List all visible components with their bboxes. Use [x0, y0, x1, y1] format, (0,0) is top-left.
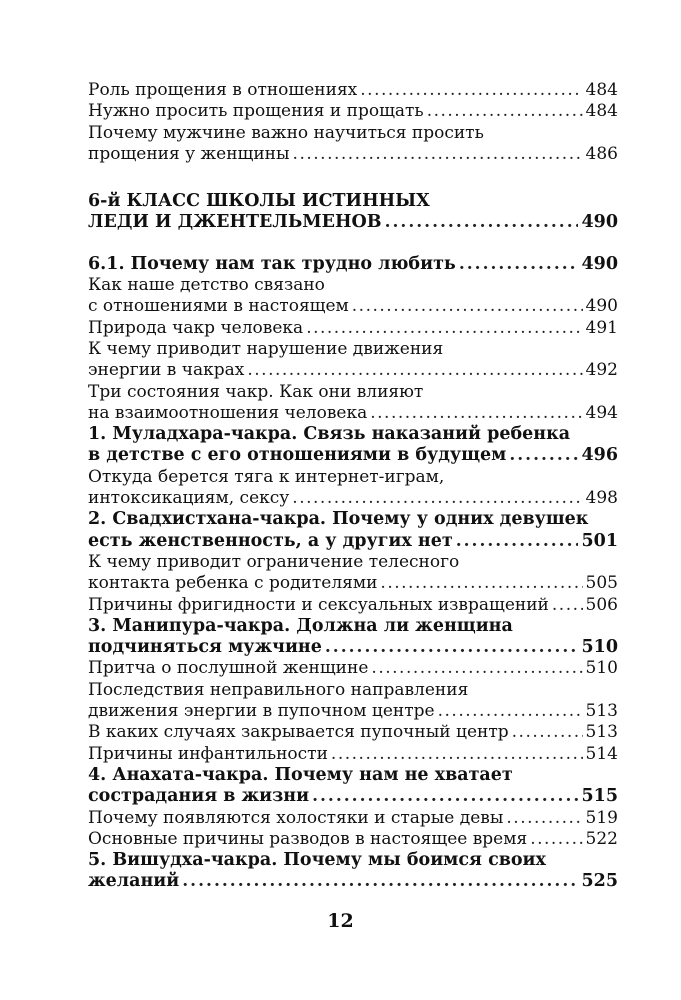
- toc-entry-title: движения энергии в пупочном центре: [88, 701, 435, 722]
- toc-page-number: 519: [585, 807, 618, 828]
- toc-heading: [88, 765, 618, 808]
- dot-leader: [325, 637, 579, 658]
- dot-leader: [509, 445, 578, 466]
- toc-entry-title: есть женственность, а у других нет: [88, 530, 453, 551]
- toc-entry-title: 6.1. Почему нам так трудно любить: [88, 253, 456, 274]
- toc-line: [88, 637, 618, 658]
- toc-entry: [88, 744, 618, 765]
- dot-leader: [360, 80, 582, 101]
- dot-leader: [552, 595, 583, 616]
- toc-entry: [88, 552, 618, 595]
- toc-page-number: 491: [585, 317, 618, 338]
- toc-entry-title: 5. Вишудха-чакра. Почему мы боимся своих: [88, 850, 546, 871]
- toc-page-number: 484: [585, 80, 618, 100]
- toc-line: [88, 573, 618, 594]
- toc-entry-title: Нужно просить прощения и прощать: [88, 101, 424, 122]
- toc-line: [88, 509, 618, 530]
- toc-entry-title: 2. Свадхистхана-чакра. Почему у одних девушек: [88, 509, 589, 530]
- toc-page-number: 514: [585, 743, 618, 764]
- toc-entry-title: 1. Муладхара-чакра. Связь наказаний ребенка: [88, 424, 571, 445]
- toc-page-number: 494: [585, 402, 618, 423]
- toc-entry-title: К чему приводит ограничение телесного: [88, 551, 460, 572]
- toc-page-number: 505: [585, 573, 618, 594]
- toc-entry-title: В каких случаях закрывается пупочный центр: [88, 722, 509, 743]
- dot-leader: [512, 722, 583, 743]
- toc-line: [88, 360, 618, 381]
- dot-leader: [438, 701, 583, 722]
- dot-leader: [331, 744, 583, 765]
- dot-leader: [530, 829, 582, 850]
- toc-entry-title: Природа чакр человека: [88, 317, 304, 338]
- dot-leader: [292, 488, 582, 509]
- toc-page-number: 486: [585, 143, 618, 164]
- toc-line: [88, 445, 618, 466]
- toc-page-number: 525: [581, 871, 618, 892]
- toc-entry: [88, 595, 618, 616]
- dot-leader: [506, 808, 582, 829]
- toc-entry-title: Роль прощения в отношениях: [88, 80, 358, 100]
- toc-page-number: 510: [585, 658, 618, 679]
- toc-entry: [88, 829, 618, 850]
- dot-leader: [380, 573, 582, 594]
- toc-page-number: 490: [581, 253, 618, 274]
- toc-page-number: 484: [585, 101, 618, 122]
- dot-leader: [371, 658, 582, 679]
- toc-heading: [88, 850, 618, 893]
- toc-line: [88, 531, 618, 552]
- toc-entry-title: ЛЕДИ И ДЖЕНТЕЛЬМЕНОВ: [88, 212, 382, 233]
- toc-entry-title: прощения у женщины: [88, 143, 290, 164]
- toc-entry: [88, 680, 618, 723]
- toc-entry: [88, 123, 618, 166]
- toc-line: [88, 101, 618, 122]
- toc-line: [88, 616, 618, 637]
- dot-leader: [352, 296, 583, 317]
- toc-entry-title: К чему приводит нарушение движения: [88, 338, 444, 359]
- toc-entry-title: 4. Анахата-чакра. Почему нам не хватает: [88, 764, 513, 785]
- toc-entry: [88, 658, 618, 679]
- toc-line: [88, 552, 618, 573]
- toc-line: [88, 467, 618, 488]
- toc-entry-title: подчиняться мужчине: [88, 637, 322, 658]
- toc-line: [88, 424, 618, 445]
- toc-entry-title: с отношениями в настоящем: [88, 296, 349, 317]
- toc-line: [88, 382, 618, 403]
- toc-entry-title: Причины инфантильности: [88, 743, 328, 764]
- toc-entry-title: желаний: [88, 871, 180, 892]
- toc-line: [88, 488, 618, 509]
- toc-page-number: 510: [581, 637, 618, 658]
- toc-page-number: 490: [581, 212, 618, 233]
- toc-entry-title: сострадания в жизни: [88, 786, 310, 807]
- toc-page-number: 498: [585, 488, 618, 509]
- dot-leader: [385, 212, 579, 233]
- toc-line: [88, 296, 618, 317]
- toc-page-number: 496: [581, 445, 618, 466]
- dot-leader: [427, 101, 583, 122]
- toc-entry-title: Как наше детство связано: [88, 275, 325, 296]
- toc-entry-title: 6-й КЛАСС ШКОЛЫ ИСТИННЫХ: [88, 191, 430, 212]
- toc-entry-title: Почему появляются холостяки и старые девы: [88, 807, 504, 828]
- dot-leader: [459, 254, 579, 275]
- toc-entry: [88, 275, 618, 318]
- table-of-contents: [88, 80, 618, 893]
- toc-line: [88, 701, 618, 722]
- toc-page-number: 513: [585, 701, 618, 722]
- toc-line: [88, 318, 618, 339]
- toc-page-number: 522: [585, 828, 618, 849]
- toc-page-number: 506: [585, 594, 618, 615]
- toc-entry-title: Причины фригидности и сексуальных извращений: [88, 594, 549, 615]
- toc-entry: [88, 318, 618, 339]
- toc-line: [88, 658, 618, 679]
- toc-entry-title: Три состояния чакр. Как они влияют: [88, 381, 424, 402]
- toc-entry-title: Почему мужчине важно научиться просить: [88, 122, 484, 143]
- toc-entry-title: 3. Манипура-чакра. Должна ли женщина: [88, 615, 513, 636]
- toc-line: [88, 595, 618, 616]
- toc-page-number: 513: [585, 722, 618, 743]
- toc-page-number: 501: [581, 530, 618, 551]
- dot-leader: [182, 871, 578, 892]
- toc-line: [88, 275, 618, 296]
- toc-page-number: 492: [585, 360, 618, 381]
- toc-line: [88, 80, 618, 101]
- toc-line: [88, 403, 618, 424]
- dot-leader: [306, 318, 582, 339]
- toc-entry: [88, 339, 618, 382]
- toc-line: [88, 191, 618, 212]
- dot-leader: [293, 144, 583, 165]
- toc-entry-title: Откуда берется тяга к интернет-играм,: [88, 466, 445, 487]
- toc-line: [88, 123, 618, 144]
- toc-line: [88, 722, 618, 743]
- toc-entry: [88, 722, 618, 743]
- section-spacer: [88, 234, 618, 254]
- dot-leader: [247, 360, 582, 381]
- toc-heading: [88, 616, 618, 659]
- toc-entry: [88, 808, 618, 829]
- toc-line: [88, 850, 618, 871]
- toc-entry-title: интоксикациям, сексу: [88, 488, 290, 509]
- toc-page-number: 515: [581, 786, 618, 807]
- toc-heading: [88, 424, 618, 467]
- toc-entry: [88, 80, 618, 101]
- dot-leader: [312, 786, 578, 807]
- toc-page-number: 490: [585, 296, 618, 317]
- toc-line: [88, 339, 618, 360]
- toc-line: [88, 871, 618, 892]
- toc-line: [88, 829, 618, 850]
- toc-entry-title: контакта ребенка с родителями: [88, 573, 378, 594]
- toc-entry-title: Притча о послушной женщине: [88, 658, 369, 679]
- toc-entry-title: на взаимоотношения человека: [88, 402, 368, 423]
- toc-line: [88, 786, 618, 807]
- page-number: 12: [327, 910, 354, 932]
- toc-line: [88, 254, 618, 275]
- section-spacer: [88, 165, 618, 191]
- toc-heading: [88, 254, 618, 275]
- toc-entry-title: в детстве с его отношениями в будущем: [88, 445, 507, 466]
- toc-heading: [88, 191, 618, 234]
- toc-entry-title: Основные причины разводов в настоящее время: [88, 828, 528, 849]
- toc-line: [88, 212, 618, 233]
- toc-entry-title: Последствия неправильного направления: [88, 679, 469, 700]
- toc-line: [88, 680, 618, 701]
- dot-leader: [456, 531, 579, 552]
- toc-entry: [88, 382, 618, 425]
- toc-heading: [88, 509, 618, 552]
- dot-leader: [370, 403, 582, 424]
- toc-line: [88, 144, 618, 165]
- toc-entry: [88, 101, 618, 122]
- toc-entry: [88, 467, 618, 510]
- toc-entry-title: энергии в чакрах: [88, 360, 245, 381]
- toc-line: [88, 808, 618, 829]
- toc-line: [88, 765, 618, 786]
- toc-line: [88, 744, 618, 765]
